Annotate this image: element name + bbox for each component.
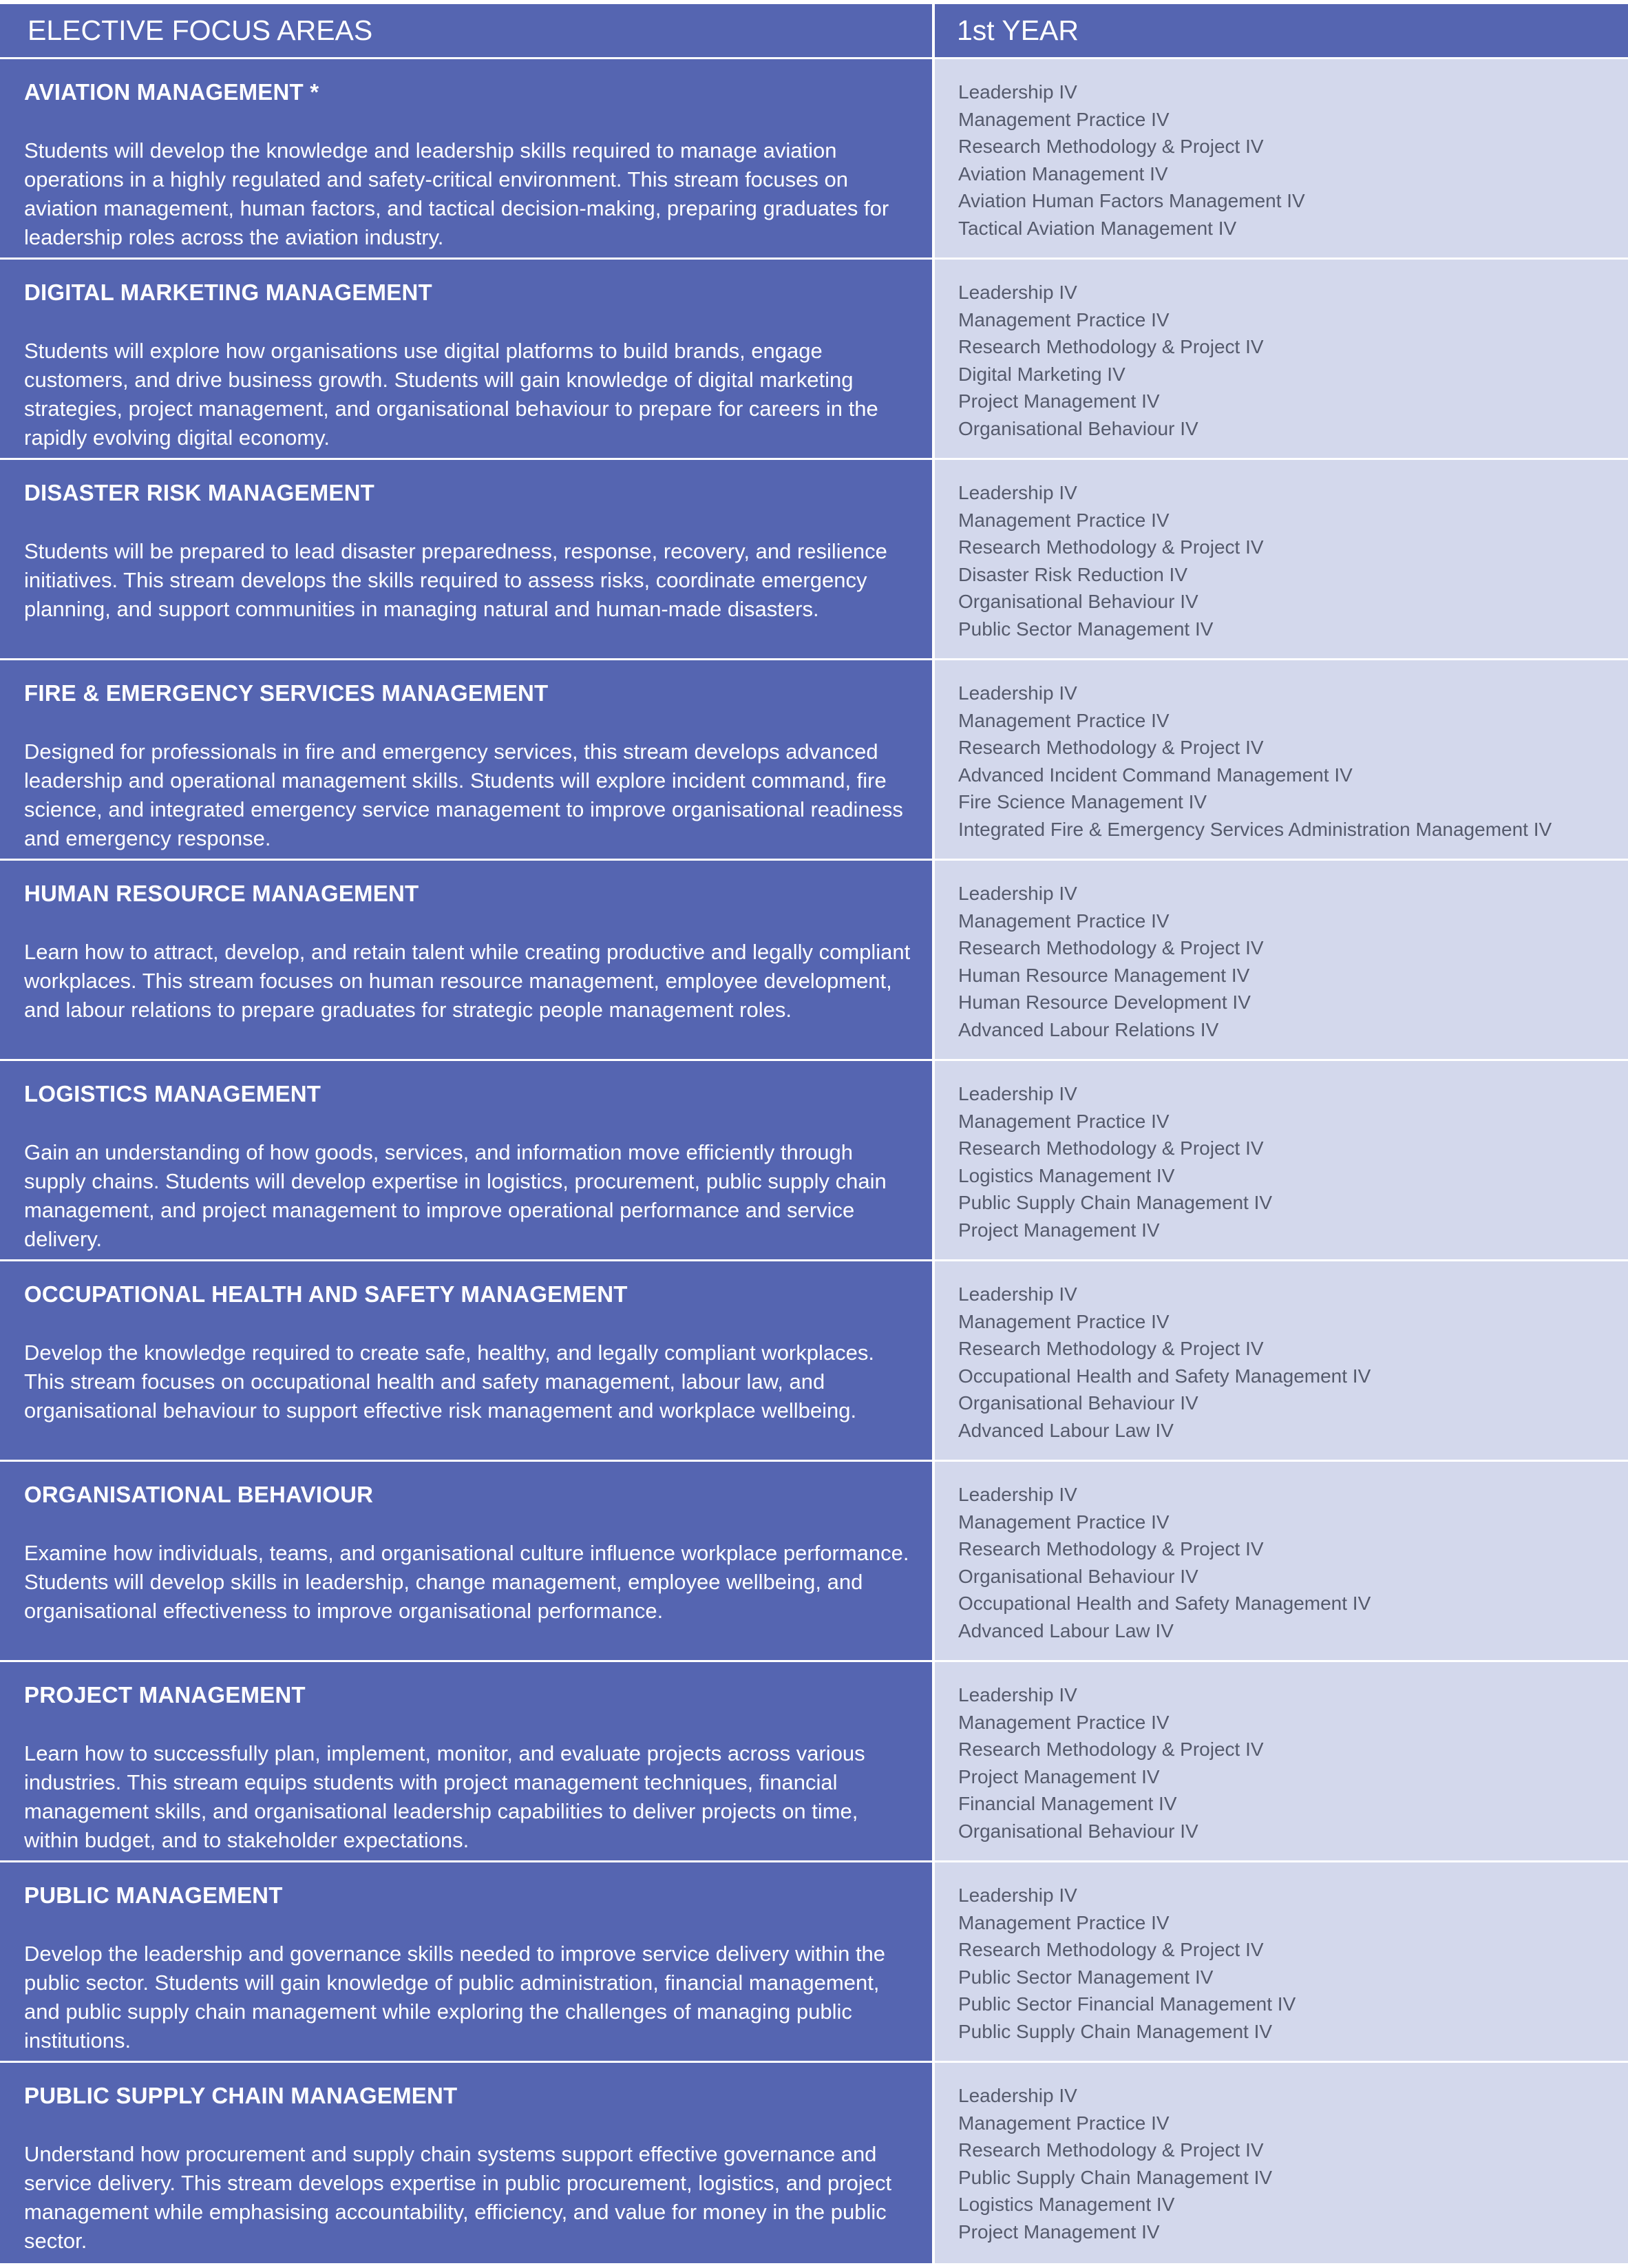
first-year-courses-cell-9 <box>935 1662 1628 1862</box>
focus-area-description: Develop the leadership and governance skills needed to improve service delivery within the public sector. Students will gain knowledge of public administration, financial management, and public supply chain management while exploring the challenges of managing public institutions. <box>24 1942 886 2052</box>
first-year-courses-cell-5 <box>935 861 1628 1061</box>
course-item: Leadership IV <box>958 2085 1077 2106</box>
focus-area-title: DISASTER RISK MANAGEMENT <box>24 480 374 505</box>
course-item: Advanced Labour Law IV <box>958 1419 1174 1441</box>
course-item: Project Management IV <box>958 1765 1160 1787</box>
course-item: Research Methodology & Project IV <box>958 1939 1264 1961</box>
course-item: Research Methodology & Project IV <box>958 136 1264 158</box>
first-year-courses-cell-1 <box>935 59 1628 260</box>
focus-area-description: Learn how to attract, develop, and retain talent while creating productive and legally compliant workplaces. This stream focuses on human resource management, employee development, and labour relations to prepare graduates for strategic people management roles. <box>24 940 911 1022</box>
focus-area-title: PUBLIC SUPPLY CHAIN MANAGEMENT <box>24 2083 458 2108</box>
focus-area-description: Students will explore how organisations use digital platforms to build brands, engage customers, and drive business growth. Students will gain knowledge of digital marketing strategies, project management, and organisational behaviour to prepare for careers in the rapidly evolving digital economy. <box>24 339 878 450</box>
focus-area-cell-5 <box>0 861 935 1061</box>
course-item: Occupational Health and Safety Management IV <box>958 1593 1371 1615</box>
course-list <box>958 78 1621 242</box>
course-item: Organisational Behaviour IV <box>958 1820 1198 1842</box>
course-item: Human Resource Development IV <box>958 991 1251 1014</box>
course-list <box>958 1080 1621 1244</box>
focus-area-title: AVIATION MANAGEMENT * <box>24 79 319 105</box>
course-item: Leadership IV <box>958 282 1077 303</box>
first-year-courses-cell-11 <box>935 2063 1628 2263</box>
focus-area-cell-10 <box>0 1862 935 2063</box>
course-item: Management Practice IV <box>958 2112 1170 2134</box>
focus-area-description: Designed for professionals in fire and emergency services, this stream develops advanced leadership and operational management skills. Students will explore incident command, fire science, and integrated emergency service management to improve organisational readiness and emergency response. <box>24 739 903 850</box>
course-item: Public Sector Financial Management IV <box>958 1993 1296 2015</box>
course-item: Public Sector Management IV <box>958 618 1214 640</box>
course-list <box>958 880 1621 1044</box>
course-item: Occupational Health and Safety Management IV <box>958 1365 1371 1387</box>
course-item: Management Practice IV <box>958 509 1170 531</box>
first-year-courses-cell-4 <box>935 660 1628 861</box>
course-item: Management Practice IV <box>958 910 1170 932</box>
course-item: Advanced Labour Law IV <box>958 1619 1174 1641</box>
course-item: Aviation Human Factors Management IV <box>958 190 1305 212</box>
course-item: Project Management IV <box>958 2220 1160 2243</box>
course-item: Project Management IV <box>958 390 1160 412</box>
focus-area-description: Develop the knowledge required to create safe, healthy, and legally compliant workplaces. This stream focuses on occupational health and safety management, labour law, and organisational behaviour to support effective risk management and workplace wellbeing. <box>24 1341 874 1422</box>
focus-area-title: DIGITAL MARKETING MANAGEMENT <box>24 280 432 305</box>
course-item: Fire Science Management IV <box>958 791 1207 813</box>
course-item: Tactical Aviation Management IV <box>958 217 1237 239</box>
course-item: Organisational Behaviour IV <box>958 1392 1198 1414</box>
focus-area-title: OCCUPATIONAL HEALTH AND SAFETY MANAGEMENT <box>24 1281 628 1307</box>
course-list <box>958 479 1621 643</box>
course-item: Logistics Management IV <box>958 2194 1175 2216</box>
focus-area-cell-9 <box>0 1662 935 1862</box>
course-list <box>958 1481 1621 1645</box>
first-year-courses-cell-7 <box>935 1261 1628 1462</box>
course-item: Management Practice IV <box>958 1911 1170 1933</box>
course-item: Organisational Behaviour IV <box>958 591 1198 613</box>
course-item: Research Methodology & Project IV <box>958 737 1264 759</box>
elective-focus-table <box>0 4 1628 2263</box>
course-item: Research Methodology & Project IV <box>958 536 1264 558</box>
course-item: Disaster Risk Reduction IV <box>958 563 1188 585</box>
course-item: Management Practice IV <box>958 1310 1170 1332</box>
course-item: Management Practice IV <box>958 709 1170 731</box>
focus-area-description: Understand how procurement and supply chain systems support effective governance and service delivery. This stream develops expertise in public procurement, logistics, and project management while emphasising accountability, efficiency, and value for money in the public sector. <box>24 2142 892 2253</box>
course-item: Aviation Management IV <box>958 162 1168 185</box>
focus-area-description: Examine how individuals, teams, and organisational culture influence workplace performance. Students will develop skills in leadership, change management, employee wellbeing, and organisational effectiveness to improve organisational performance. <box>24 1541 909 1623</box>
course-item: Logistics Management IV <box>958 1164 1175 1186</box>
course-item: Research Methodology & Project IV <box>958 1338 1264 1360</box>
course-item: Research Methodology & Project IV <box>958 1137 1264 1159</box>
course-item: Research Methodology & Project IV <box>958 1739 1264 1761</box>
course-item: Leadership IV <box>958 1083 1077 1104</box>
course-item: Research Methodology & Project IV <box>958 1538 1264 1560</box>
course-list <box>958 1681 1621 1845</box>
course-item: Management Practice IV <box>958 1110 1170 1132</box>
course-item: Leadership IV <box>958 1884 1077 1906</box>
focus-area-cell-6 <box>0 1061 935 1261</box>
course-item: Leadership IV <box>958 81 1077 103</box>
course-item: Project Management IV <box>958 1219 1160 1241</box>
course-item: Human Resource Management IV <box>958 964 1250 986</box>
course-item: Public Supply Chain Management IV <box>958 1192 1273 1214</box>
focus-area-cell-2 <box>0 260 935 460</box>
course-item: Management Practice IV <box>958 308 1170 330</box>
course-list <box>958 1882 1621 2046</box>
course-list <box>958 279 1621 443</box>
course-item: Advanced Labour Relations IV <box>958 1018 1219 1040</box>
course-item: Organisational Behaviour IV <box>958 417 1198 439</box>
header-elective-focus-areas: ELECTIVE FOCUS AREAS <box>0 4 935 59</box>
focus-area-cell-1 <box>0 59 935 260</box>
header-first-year: 1st YEAR <box>935 4 1628 59</box>
first-year-courses-cell-3 <box>935 460 1628 660</box>
focus-area-cell-3 <box>0 460 935 660</box>
course-item: Public Supply Chain Management IV <box>958 2166 1273 2188</box>
focus-area-cell-7 <box>0 1261 935 1462</box>
focus-area-description: Learn how to successfully plan, implement, monitor, and evaluate projects across various industries. This stream equips students with project management techniques, financial management skills, and organisational leadership capabilities to deliver projects on time, within budget, and to stakeholder expectations. <box>24 1741 865 1852</box>
course-item: Leadership IV <box>958 482 1077 503</box>
course-list <box>958 2082 1621 2246</box>
focus-area-title: PROJECT MANAGEMENT <box>24 1682 306 1708</box>
course-item: Public Supply Chain Management IV <box>958 2020 1273 2042</box>
focus-area-title: PUBLIC MANAGEMENT <box>24 1882 283 1908</box>
focus-area-title: ORGANISATIONAL BEHAVIOUR <box>24 1482 374 1507</box>
course-item: Public Sector Management IV <box>958 1966 1214 1988</box>
course-item: Research Methodology & Project IV <box>958 2139 1264 2161</box>
course-item: Research Methodology & Project IV <box>958 937 1264 959</box>
course-item: Organisational Behaviour IV <box>958 1565 1198 1587</box>
focus-area-cell-11 <box>0 2063 935 2263</box>
focus-area-title: FIRE & EMERGENCY SERVICES MANAGEMENT <box>24 680 549 706</box>
focus-area-title: LOGISTICS MANAGEMENT <box>24 1081 321 1106</box>
first-year-courses-cell-10 <box>935 1862 1628 2063</box>
course-item: Leadership IV <box>958 682 1077 704</box>
focus-area-cell-4 <box>0 660 935 861</box>
first-year-courses-cell-2 <box>935 260 1628 460</box>
course-item: Management Practice IV <box>958 1711 1170 1733</box>
course-item: Advanced Incident Command Management IV <box>958 764 1353 786</box>
course-item: Digital Marketing IV <box>958 363 1125 385</box>
focus-area-cell-8 <box>0 1462 935 1662</box>
course-item: Leadership IV <box>958 1283 1077 1305</box>
course-item: Financial Management IV <box>958 1793 1177 1815</box>
focus-area-description: Gain an understanding of how goods, services, and information move efficiently through supply chains. Students will develop expertise in logistics, procurement, public supply chain management, and project management to improve operational performance and service delivery. <box>24 1140 887 1251</box>
course-list <box>958 1281 1621 1445</box>
first-year-courses-cell-8 <box>935 1462 1628 1662</box>
course-item: Leadership IV <box>958 1684 1077 1705</box>
course-item: Management Practice IV <box>958 1511 1170 1533</box>
course-item: Leadership IV <box>958 883 1077 904</box>
course-item: Management Practice IV <box>958 108 1170 130</box>
focus-area-description: Students will be prepared to lead disaster preparedness, response, recovery, and resilience initiatives. This stream develops the skills required to assess risks, coordinate emergency planning, and support communities in managing natural and human-made disasters. <box>24 539 887 621</box>
course-list <box>958 680 1621 843</box>
first-year-courses-cell-6 <box>935 1061 1628 1261</box>
focus-area-description: Students will develop the knowledge and leadership skills required to manage aviation operations in a highly regulated and safety-critical environment. This stream focuses on aviation management, human factors, and tactical decision-making, preparing graduates for leadership roles across the aviation industry. <box>24 138 889 249</box>
course-item: Research Methodology & Project IV <box>958 336 1264 358</box>
focus-area-title: HUMAN RESOURCE MANAGEMENT <box>24 881 419 906</box>
course-item: Leadership IV <box>958 1484 1077 1505</box>
course-item: Integrated Fire & Emergency Services Administration Management IV <box>958 818 1552 840</box>
